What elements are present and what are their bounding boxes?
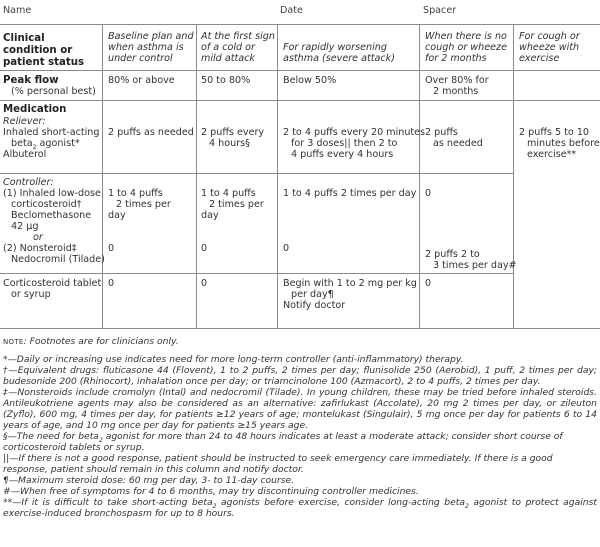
table-top-border bbox=[0, 24, 600, 25]
row-divider bbox=[0, 70, 600, 71]
controller-opt1-baseline-line3: day bbox=[108, 210, 126, 221]
peak-flow-no-cough bbox=[425, 75, 489, 97]
controller-opt1-line2: corticosteroid† bbox=[11, 199, 82, 210]
reliever-severe-line3: 4 puffs every 4 hours bbox=[291, 149, 394, 160]
controller-opt1-baseline bbox=[108, 188, 171, 221]
peak-flow-label-cell bbox=[3, 75, 99, 97]
peak-flow-no-cough-line1: Over 80% for bbox=[425, 75, 489, 86]
column-divider bbox=[196, 25, 197, 328]
reliever-severe-line1: 2 to 4 puffs every 20 minutes bbox=[283, 127, 426, 138]
reliever-drug-line2 bbox=[3, 138, 99, 149]
peak-flow-severe: Below 50% bbox=[283, 75, 337, 86]
reliever-severe bbox=[283, 127, 425, 160]
footnote-section bbox=[3, 431, 597, 453]
column-divider bbox=[513, 25, 514, 328]
f4-post: agonist for more than 24 to 48 hours indicates at least a moderate attack; consider short course of corticosteroid tablets or syrup. bbox=[3, 431, 563, 453]
footnote-hash: #—When free of symptoms for 4 to 6 months, may try discontinuing controller medicines. bbox=[3, 486, 419, 497]
controller-opt1-line4: 42 µg bbox=[11, 221, 39, 232]
reliever-agonist-text: agonist* bbox=[36, 138, 80, 149]
medication-label: Medication bbox=[3, 104, 67, 115]
note-text: : Footnotes are for clinicians only. bbox=[23, 336, 179, 347]
controller-opt2-no-cough-line2: 3 times per day# bbox=[433, 260, 517, 271]
column-header-first-sign: At the first sign of a cold or mild attack bbox=[201, 31, 275, 64]
controller-opt1-no-cough: 0 bbox=[425, 188, 432, 199]
controller-opt1-first-sign-line1: 1 to 4 puffs bbox=[201, 188, 256, 199]
footnotes bbox=[3, 336, 597, 519]
column-divider bbox=[102, 25, 103, 328]
column-divider bbox=[277, 25, 278, 328]
reliever-exercise-line1: 2 puffs 5 to 10 bbox=[519, 127, 590, 138]
controller-opt1-first-sign bbox=[201, 188, 264, 221]
controller-opt1-baseline-line2: 2 times per bbox=[116, 199, 171, 210]
reliever-beta-text: beta bbox=[11, 138, 33, 149]
reliever-drug-line3: Albuterol bbox=[3, 149, 47, 160]
reliever-exercise-line3: exercise** bbox=[527, 149, 577, 160]
tablet-label-cell bbox=[3, 278, 102, 300]
reliever-drug-line1: Inhaled short-acting bbox=[3, 127, 100, 138]
tablet-severe-line3: Notify doctor bbox=[283, 300, 346, 311]
reliever-label: Reliever: bbox=[3, 116, 46, 127]
reliever-severe-line2: for 3 doses|| then 2 to bbox=[291, 138, 398, 149]
controller-label-cell bbox=[3, 177, 105, 265]
reliever-beta-subscript: 2 bbox=[32, 143, 37, 151]
medication-label-cell bbox=[3, 104, 99, 160]
name-label: Name bbox=[3, 5, 32, 16]
controller-opt2-no-cough-line1: 2 puffs 2 to bbox=[425, 249, 480, 260]
reliever-exercise bbox=[519, 127, 600, 160]
reliever-no-cough-line2: as needed bbox=[433, 138, 483, 149]
column-divider bbox=[419, 25, 420, 328]
f4-pre: §—The need for beta bbox=[3, 431, 99, 442]
peak-flow-label: Peak flow bbox=[3, 75, 59, 86]
reliever-no-cough bbox=[425, 127, 483, 149]
controller-opt1-severe: 1 to 4 puffs 2 times per day bbox=[283, 188, 417, 199]
tablet-severe-line1: Begin with 1 to 2 mg per kg bbox=[283, 278, 417, 289]
controller-or-label: or bbox=[33, 232, 43, 243]
footnote-asterisk: *—Daily or increasing use indicates need for more long-term controller (anti-inflammatory) therapy. bbox=[3, 354, 464, 365]
reliever-exercise-line2: minutes before bbox=[527, 138, 600, 149]
footnote-parallel: ||—If there is not a good response, patient should be instructed to seek emergency care immediately. If there is a good response, patient should remain in this column and notify doctor. bbox=[3, 453, 553, 475]
tablet-label-line2: or syrup bbox=[11, 289, 51, 300]
controller-opt2-no-cough bbox=[425, 249, 517, 271]
controller-opt2-baseline: 0 bbox=[108, 243, 115, 254]
tablet-first-sign: 0 bbox=[201, 278, 208, 289]
date-label: Date bbox=[280, 5, 303, 16]
f8-sub: 2 bbox=[212, 502, 217, 510]
note-label: NOTE bbox=[3, 338, 24, 346]
reliever-first-sign-line2: 4 hours§ bbox=[209, 138, 250, 149]
row-label-header: Clinical condition or patient status bbox=[3, 33, 85, 68]
controller-label: Controller: bbox=[3, 177, 54, 188]
table-bottom-border bbox=[0, 328, 600, 329]
peak-flow-sublabel: (% personal best) bbox=[11, 86, 96, 97]
footnote-double-dagger: ‡—Nonsteroids include cromolyn (Intal) and nedocromil (Tilade). In young children, these may be tried before inhaled steroids. Antileukotriene agents may also be considered as an alternative: zafirlukast (Accolate), 20 mg 2 times per day, or zileuton (Zyflo), 600 mg, 4 times per day, for patients ≥12 years of age; montelukast (Singulair), 5 mg once per day for patients 6 to 14 years of age, and 10 mg once per day for patients ≥15 years age. bbox=[3, 387, 597, 431]
controller-opt2-first-sign: 0 bbox=[201, 243, 208, 254]
controller-opt1-first-sign-line2: 2 times per bbox=[209, 199, 264, 210]
controller-opt1-line3: Beclomethasone bbox=[11, 210, 92, 221]
spacer-label: Spacer bbox=[423, 5, 457, 16]
reliever-baseline: 2 puffs as needed bbox=[108, 127, 194, 138]
footnote-double-asterisk bbox=[3, 497, 597, 519]
row-divider bbox=[0, 273, 513, 274]
column-header-exercise: For cough or wheeze with exercise bbox=[519, 31, 580, 64]
controller-opt2-severe: 0 bbox=[283, 243, 290, 254]
f8-mid: agonists before exercise, consider long-acting beta bbox=[216, 497, 465, 508]
tablet-severe-line2: per day¶ bbox=[291, 289, 334, 300]
peak-flow-first-sign: 50 to 80% bbox=[201, 75, 251, 86]
controller-opt2-line1: (2) Nonsteroid‡ bbox=[3, 243, 77, 254]
tablet-severe bbox=[283, 278, 417, 311]
footnote-pilcrow: ¶—Maximum steroid dose: 60 mg per day, 3- to 11-day course. bbox=[3, 475, 295, 486]
controller-opt1-line1: (1) Inhaled low-dose bbox=[3, 188, 101, 199]
reliever-no-cough-line1: 2 puffs bbox=[425, 127, 458, 138]
row-divider bbox=[0, 100, 600, 101]
tablet-no-cough: 0 bbox=[425, 278, 432, 289]
tablet-baseline: 0 bbox=[108, 278, 115, 289]
peak-flow-baseline: 80% or above bbox=[108, 75, 175, 86]
reliever-first-sign-line1: 2 puffs every bbox=[201, 127, 265, 138]
f4-sub: 2 bbox=[98, 436, 103, 444]
controller-opt1-first-sign-line3: day bbox=[201, 210, 219, 221]
footnote-dagger: †—Equivalent drugs: fluticasone 44 (Flovent), 1 to 2 puffs, 2 times per day; flunisolide 250 (Aerobid), 1 puff, 2 times per day; budesonide 200 (Rhinocort), inhalation once per day; or triamcinolone 100 (Azmacort), 2 to 4 puffs, 2 times per day. bbox=[3, 365, 597, 387]
f8-post: agonist to protect against exercise-induced bronchospasm for up to 8 hours. bbox=[3, 497, 598, 519]
column-header-severe: For rapidly worsening asthma (severe attack) bbox=[283, 42, 395, 64]
f8-sub2: 2 bbox=[465, 502, 469, 510]
column-header-baseline: Baseline plan and when asthma is under control bbox=[108, 31, 194, 64]
reliever-first-sign bbox=[201, 127, 264, 149]
column-header-no-cough: When there is no cough or wheeze for 2 months bbox=[425, 31, 507, 64]
controller-opt2-line2: Nedocromil (Tilade) bbox=[11, 254, 105, 265]
peak-flow-no-cough-line2: 2 months bbox=[433, 86, 479, 97]
controller-opt1-baseline-line1: 1 to 4 puffs bbox=[108, 188, 163, 199]
f8-pre: **—If it is difficult to take short-acting beta bbox=[3, 497, 213, 508]
row-divider bbox=[0, 173, 513, 174]
footnote-note bbox=[3, 336, 597, 348]
tablet-label-line1: Corticosteroid tablet bbox=[3, 278, 102, 289]
